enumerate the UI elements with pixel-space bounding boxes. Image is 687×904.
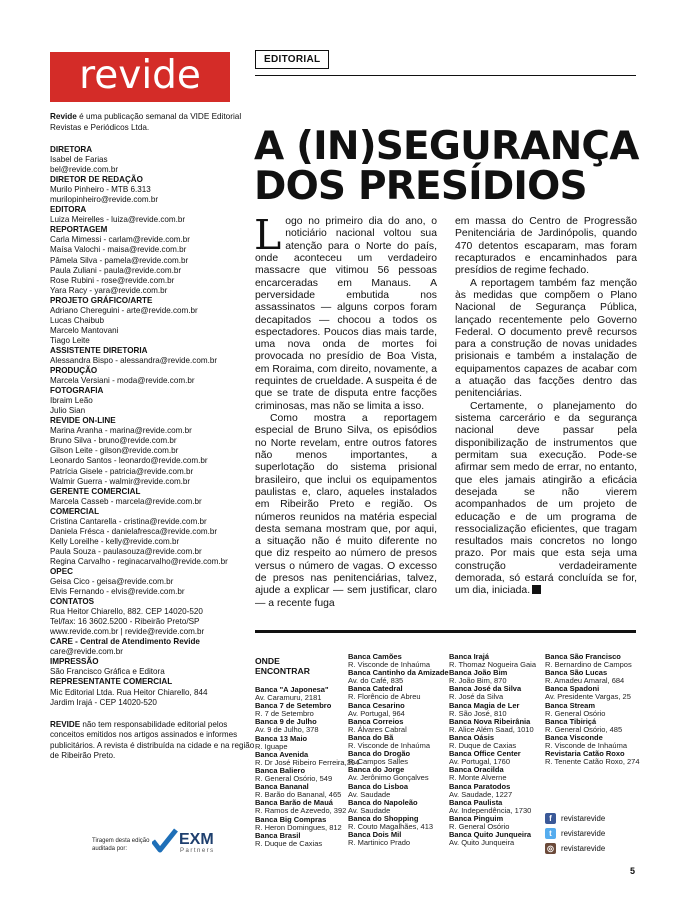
masthead-section-title: CARE - Central de Atendimento Revide — [50, 637, 200, 647]
title-line-1: A (IN)SEGURANÇA — [254, 124, 639, 169]
masthead-entry: Isabel de Farias — [50, 155, 108, 165]
masthead-section-title: DIRETOR DE REDAÇÃO — [50, 175, 143, 185]
newsstand-name: Banca Tibiriçá — [545, 716, 597, 726]
newsstand-name: Banca Camões — [348, 652, 402, 661]
masthead-entry: Tiago Leite — [50, 335, 90, 345]
social-link[interactable] — [545, 826, 605, 841]
instagram-icon: ◎ — [545, 843, 556, 854]
article-paragraph: Logo no primeiro dia do ano, o noticiário nacional voltou sua atenção para o Norte do país, onde aconteceu um verdadeiro massacre que vitimou 56 pessoas encarceradas em Manaus. A perversidade embutida nos assassinatos — alguns corpos foram decapitados — chocou a todos os espectadores. Poucos dias mais tarde, uma nova onda de mortes foi provocada no presídio de Boa Vista, em Roraima, com direito, novamente, a requintes de crueldade. A suspeita é de que se trate de disputa entre facções criminosas, mas não se limita a isso. — [254, 211, 437, 412]
title-line-2: DOS PRESÍDIOS — [254, 164, 587, 209]
section-divider — [255, 630, 636, 633]
masthead-entry: Jardim Irajá - CEP 14020-520 — [50, 697, 157, 707]
newsstand-name: Banca Dois Mil — [348, 830, 402, 840]
social-handle: revistarevide — [561, 829, 606, 838]
newsstand-name: Banca 9 de Julho — [255, 717, 317, 727]
newsstand-address: R. Dr José Ribeiro Ferreira,394 — [255, 757, 360, 767]
newsstand-address: R. Ramos de Azevedo, 392 — [255, 806, 347, 816]
editorial-title — [254, 124, 644, 209]
newsstand-name: Revistaria Catão Roxo — [545, 749, 625, 759]
newsstand-address: Av. Portugal, 1760 — [449, 757, 511, 767]
newsstand-name: Banca 7 de Setembro — [255, 701, 332, 711]
newsstand-name: Banca Pinguim — [449, 813, 504, 823]
newsstand-address: Av. Jerônimo Gonçalves — [348, 773, 429, 783]
masthead-section-title: COMERCIAL — [50, 506, 100, 516]
newsstand-address: R. Visconde de Inhaúma — [348, 660, 430, 670]
masthead-section-title: OPEC — [50, 566, 73, 576]
where-to-find-heading: ONDE ENCONTRAR — [255, 656, 310, 676]
masthead-entry: Lucas Chaibub — [50, 315, 104, 325]
newsstand-name: Banca Paratodos — [449, 781, 511, 791]
newsstand-name: Banca Avenida — [255, 749, 309, 759]
newsstand-name: Banca Magia de Ler — [449, 700, 520, 710]
newsstand-address: R. General Osório, 485 — [545, 724, 623, 734]
newsstand-address: R. Florêncio de Abreu — [348, 692, 421, 702]
masthead-entry: Murilo Pinheiro - MTB 6.313 — [50, 185, 151, 195]
exm-logo-sub: Partners — [180, 848, 215, 854]
newsstand-name: Banca Irajá — [449, 652, 490, 661]
newsstand-name: Banca do Napoleão — [348, 797, 418, 807]
newsstand-address: R. Visconde de Inhaúma — [348, 741, 430, 751]
newsstand-name: Banca Nova Ribeirânia — [449, 716, 531, 726]
newsstand-address: R. Bernardino de Campos — [545, 660, 632, 670]
masthead-section-title: CONTATOS — [50, 597, 95, 607]
newsstand-address: Av. Presidente Vargas, 25 — [545, 692, 631, 702]
newsstand-name: Banca Barão de Mauá — [255, 798, 333, 808]
newsstand-name: Banca do Drogão — [348, 749, 411, 759]
masthead-section-title: GERENTE COMERCIAL — [50, 486, 141, 496]
check-icon — [153, 830, 176, 850]
disclaimer — [50, 720, 255, 761]
newsstand-name: Banca do Jorge — [348, 765, 405, 775]
revide-logo — [50, 52, 230, 102]
masthead-entry: Marcela Versiani - moda@revide.com.br — [50, 376, 195, 386]
newsstand-address: R. Heron Domingues, 812 — [255, 822, 342, 832]
drop-cap: L — [254, 211, 282, 259]
newsstand-name: Banca Correios — [348, 716, 404, 726]
masthead-entry: www.revide.com.br | revide@revide.com.br — [50, 627, 205, 637]
masthead-entry: bel@revide.com.br — [50, 165, 119, 175]
newsstand-address: R. São José, 810 — [449, 708, 507, 718]
masthead-entry: Julio Sian — [50, 406, 86, 416]
masthead-entry: Cristina Cantarella - cristina@revide.com.br — [50, 516, 207, 526]
newsstand-address: R. Martinico Prado — [348, 838, 411, 848]
page-number: 5 — [630, 866, 636, 876]
newsstand-address: R. Amadeu Amaral, 684 — [545, 676, 625, 686]
masthead-entry: Geisa Cico - geisa@revide.com.br — [50, 577, 174, 587]
masthead-entry: Tel/fax: 16 3602.5200 - Ribeirão Preto/SP — [50, 617, 200, 627]
newsstand-name: Banca Oásis — [449, 732, 495, 742]
masthead-entry: Daniela Frésca - danielafresca@revide.com.br — [50, 526, 218, 536]
masthead-entry: Carla Mimessi - carlam@revide.com.br — [50, 235, 190, 245]
newsstand-address: Av. Quito Junqueira — [449, 838, 515, 848]
intro-text: é uma publicação semanal da VIDE Editorial Revistas e Periódicos Ltda. — [50, 112, 242, 132]
masthead-section-title: FOTOGRAFIA — [50, 386, 104, 396]
masthead-entry: Marcelo Mantovani — [50, 325, 119, 335]
newsstand-address: R. General Osório — [449, 821, 510, 831]
masthead-entry: Alessandra Bispo - alessandra@revide.com.br — [50, 355, 218, 365]
masthead-section-title: REPRESENTANTE COMERCIAL — [50, 677, 173, 687]
article-column-2 — [455, 216, 637, 598]
newsstand-list-1 — [255, 686, 359, 848]
newsstand-name: Banca Cantinho da Amizade — [348, 668, 449, 678]
masthead-entry: Elvis Fernando - elvis@revide.com.br — [50, 587, 185, 597]
newsstand-list-2 — [348, 653, 449, 847]
newsstand-address: Av. 9 de Julho, 378 — [255, 725, 319, 735]
newsstand-name: Banca Paulista — [449, 797, 503, 807]
newsstand-address: R. José da Silva — [449, 692, 504, 702]
newsstand-name: Banca Baliero — [255, 765, 306, 775]
masthead-section-title: PRODUÇÃO — [50, 366, 98, 376]
newsstand-name: Banca Catedral — [348, 684, 403, 694]
newsstand-address: R. General Osório, 549 — [255, 774, 333, 784]
social-handle: revistarevide — [561, 844, 606, 853]
facebook-icon: f — [545, 813, 556, 824]
masthead-entry: Marina Aranha - marina@revide.com.br — [50, 426, 192, 436]
newsstand-address: Av. Saudade, 1227 — [449, 789, 513, 799]
masthead-section-title: REVIDE ON-LINE — [50, 416, 116, 426]
newsstand-address: R. Thomaz Nogueira Gaia — [449, 660, 536, 670]
social-handle: revistarevide — [561, 814, 606, 823]
newsstand-name: Banca Big Compras — [255, 814, 327, 824]
newsstand-address: R. Alice Além Saad, 1010 — [449, 724, 534, 734]
masthead-entry: São Francisco Gráfica e Editora — [50, 667, 165, 677]
newsstand-address: R. Campos Salles — [348, 757, 409, 767]
logo-text: revide — [79, 53, 201, 98]
social-link[interactable] — [545, 811, 605, 826]
exm-partners-logo — [152, 828, 232, 854]
newsstand-list-3 — [449, 653, 536, 847]
newsstand-address: R. Visconde de Inhaúma — [545, 741, 627, 751]
masthead-section-title: IMPRESSÃO — [50, 657, 99, 667]
newsstand-address: R. Monte Alverne — [449, 773, 507, 783]
article-paragraph: Certamente, o planejamento do sistema carcerário e da segurança nacional deve passar pela disponibilização de instrumentos que permitam sua execução. Pode-se afirmar sem medo de errar, no entanto, que eles jamais atingirão a eficácia desejada se não vierem acompanhados de um projeto de educação e de um programa de ressocialização eficientes, que tragam resultados mais concretos no longo prazo. Por mais que esta seja uma construção verdadeiramente demorada, só estará concluída se for, um dia, iniciada. — [455, 400, 637, 597]
masthead-entry: Yara Racy - yara@revide.com.br — [50, 285, 168, 295]
newsstand-list-4 — [545, 653, 640, 766]
exm-logo-text: EXM — [179, 831, 214, 848]
newsstand-address: R. Iguape — [255, 741, 288, 751]
masthead-entry: Adriano Chereguini - arte@revide.com.br — [50, 305, 198, 315]
masthead-section-title: REPORTAGEM — [50, 225, 108, 235]
disclaimer-brand: REVIDE — [50, 720, 81, 729]
newsstand-name: Banca Cesarino — [348, 700, 405, 710]
newsstand-name: Banca Brasil — [255, 830, 301, 840]
social-links — [545, 811, 605, 856]
masthead-entry: Kelly Loreilhe - kelly@revide.com.br — [50, 536, 180, 546]
twitter-icon: t — [545, 828, 556, 839]
masthead-entry: Marcela Casseb - marcela@revide.com.br — [50, 496, 202, 506]
publication-intro — [50, 112, 250, 133]
masthead-entry: Mic Editorial Ltda. Rua Heitor Chiarello, 844 — [50, 687, 208, 697]
masthead-section-title: DIRETORA — [50, 145, 93, 154]
newsstand-address: R. Duque de Caxias — [255, 838, 323, 848]
masthead-entry: Rose Rubini - rose@revide.com.br — [50, 275, 175, 285]
newsstand-name: Banca Quito Junqueira — [449, 830, 532, 840]
newsstand-address: Av. Saudade — [348, 789, 391, 799]
newsstand-address: R. Couto Magalhães, 413 — [348, 821, 434, 831]
newsstand-name: Banca José da Silva — [449, 684, 522, 694]
masthead-entry: Bruno Silva - bruno@revide.com.br — [50, 436, 177, 446]
masthead-entry: Maísa Valochi - maisa@revide.com.br — [50, 245, 187, 255]
masthead — [50, 145, 255, 708]
newsstand-name: Banca Stream — [545, 700, 596, 710]
newsstand-name: Banca "A Japonesa" — [255, 685, 329, 694]
masthead-section-title: PROJETO GRÁFICO/ARTE — [50, 295, 153, 305]
newsstand-address: R. 7 de Setembro — [255, 709, 314, 719]
masthead-entry: Patrícia Gisele - patricia@revide.com.br — [50, 466, 194, 476]
masthead-entry: Paula Souza - paulasouza@revide.com.br — [50, 546, 202, 556]
newsstand-name: Banca Bananal — [255, 782, 309, 792]
newsstand-address: R. General Osório — [545, 708, 606, 718]
masthead-entry: Regina Carvalho - reginacarvalho@revide.com.br — [50, 556, 228, 566]
newsstand-address: Av. Independência, 1730 — [449, 805, 532, 815]
masthead-entry: Gilson Leite - gilson@revide.com.br — [50, 446, 179, 456]
newsstand-name: Banca 13 Maio — [255, 733, 308, 743]
newsstand-address: R. Tenente Catão Roxo, 274 — [545, 757, 640, 767]
newsstand-name: Banca Oracilda — [449, 765, 504, 775]
newsstand-name: Banca São Lucas — [545, 668, 608, 678]
newsstand-name: Banca Spadoni — [545, 684, 600, 694]
newsstand-address: Av. do Café, 835 — [348, 676, 404, 686]
article-column-1 — [254, 211, 437, 610]
newsstand-address: R. Álvares Cabral — [348, 724, 407, 734]
newsstand-address: R. João Bim, 870 — [449, 676, 507, 686]
newsstand-address: Av. Caramuru, 2181 — [255, 693, 322, 703]
masthead-section-title: EDITORA — [50, 205, 87, 215]
top-rule — [255, 75, 636, 76]
newsstand-address: Av. Portugal, 964 — [348, 708, 405, 718]
end-mark-icon — [532, 585, 541, 594]
article-paragraph: A reportagem também faz menção às medidas que compõem o Plano Nacional de Segurança Pública, lançado recentemente pelo Governo Federal. O documento prevê recursos para a construção de novas unidades prisionais e também a instalação de equipamentos capazes de acabar com a atuação das facções dentro das penitenciárias. — [455, 277, 637, 400]
newsstand-name: Banca Office Center — [449, 749, 521, 759]
newsstand-name: Banca João Bim — [449, 668, 508, 678]
newsstand-name: Banca do Lisboa — [348, 781, 409, 791]
newsstand-name: Banca do Bã — [348, 732, 394, 742]
audit-text: Tiragem desta edição auditada por: — [92, 838, 150, 852]
masthead-entry: Ibraim Leão — [50, 396, 93, 406]
newsstand-name: Banca Visconde — [545, 732, 603, 742]
masthead-entry: Paula Zuliani - paula@revide.com.br — [50, 265, 182, 275]
masthead-entry: Rua Heitor Chiarello, 882. CEP 14020-520 — [50, 607, 203, 617]
newsstand-address: R. Duque de Caxias — [449, 741, 517, 751]
newsstand-address: Av. Saudade — [348, 805, 391, 815]
intro-brand: Revide — [50, 112, 77, 121]
disclaimer-text: não tem responsabilidade editorial pelos conceitos emitidos nos artigos assinados e informes publicitários. A revista é distribuída na cidade e na região de Ribeirão Preto. — [50, 720, 255, 760]
masthead-entry: care@revide.com.br — [50, 647, 123, 657]
newsstand-name: Banca São Francisco — [545, 652, 621, 661]
social-link[interactable] — [545, 841, 605, 856]
article-paragraph: Como mostra a reportagem especial de Bruno Silva, os episódios no Norte revelam, entre outros fatores não menos importantes, a superlotação do sistema prisional brasileiro, que inclui os equipamentos paulistas e, claro, aqueles instalados em Ribeirão Preto e região. Os números reunidos na matéria especial desta semana mostram que, por aqui, a situação não é muito diferente no que diz respeito ao número de presos versus o número de vagas. O excesso de presos nas penitenciárias, talvez, ajude a explicar — sem justificar, claro — a recente fuga — [255, 413, 437, 609]
masthead-entry: Leonardo Santos - leonardo@revide.com.br — [50, 456, 208, 466]
newsstand-address: R. Barão do Bananal, 465 — [255, 790, 342, 800]
masthead-entry: Luiza Meirelles - luiza@revide.com.br — [50, 215, 186, 225]
masthead-entry: Pâmela Silva - pamela@revide.com.br — [50, 255, 189, 265]
masthead-entry: murilopinheiro@revide.com.br — [50, 195, 159, 205]
newsstand-name: Banca do Shopping — [348, 813, 419, 823]
masthead-section-title: ASSISTENTE DIRETORIA — [50, 345, 148, 355]
section-tag: EDITORIAL — [255, 50, 329, 69]
article-paragraph: em massa do Centro de Progressão Penitenciária de Jardinópolis, quando 470 detentos escaparam, mas foram recapturados e encaminhados para presídios de regime fechado. — [455, 216, 637, 277]
masthead-entry: Walmir Guerra - walmir@revide.com.br — [50, 476, 191, 486]
